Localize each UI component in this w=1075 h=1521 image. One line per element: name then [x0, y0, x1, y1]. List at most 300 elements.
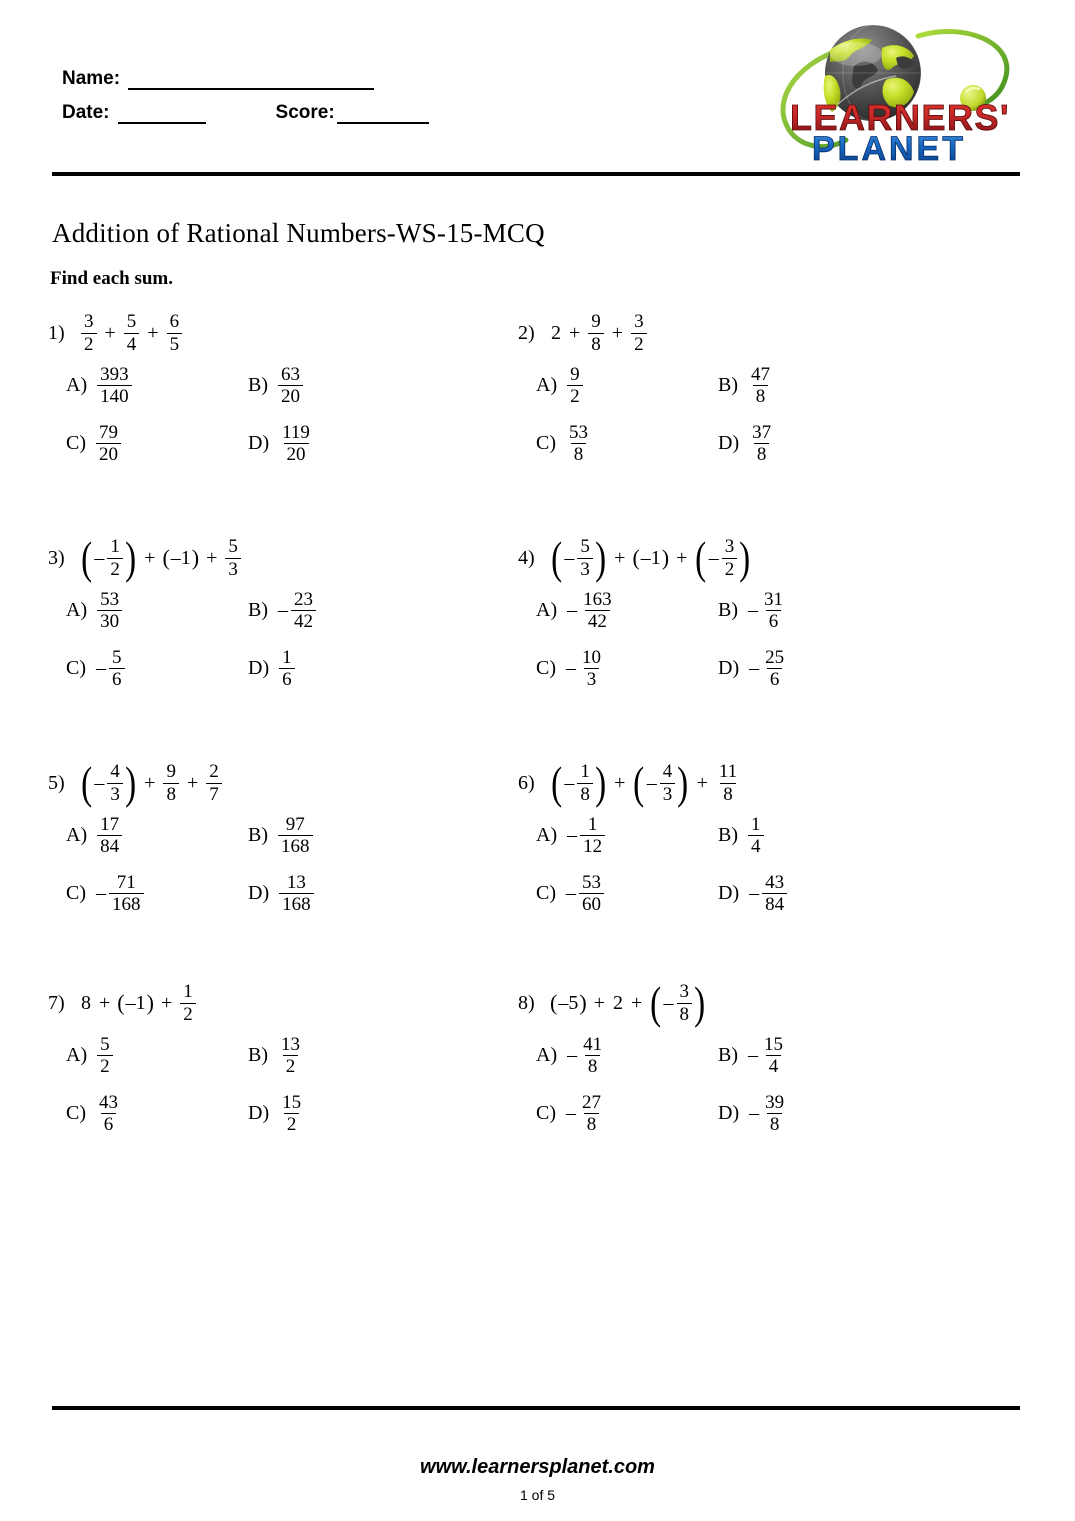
- fraction-numerator: 37: [752, 422, 772, 443]
- question-statement: [518, 530, 988, 586]
- logo-svg: [768, 18, 1036, 170]
- option-label: B): [718, 374, 738, 397]
- option-row: [518, 873, 988, 931]
- answer-option[interactable]: [718, 815, 765, 857]
- operator-plus: +: [614, 547, 626, 569]
- fraction-denominator: 8: [753, 385, 769, 406]
- term-fraction: [716, 762, 740, 804]
- option-fraction: [580, 1035, 605, 1077]
- fraction-numerator: 53: [582, 872, 601, 893]
- fraction-numerator: 1: [751, 814, 761, 835]
- page-title: Addition of Rational Numbers-WS-15-MCQ: [52, 218, 545, 248]
- operator-plus: +: [144, 547, 156, 569]
- fraction-denominator: 4: [748, 835, 764, 856]
- negative-sign: –: [567, 599, 578, 622]
- answer-option[interactable]: [718, 590, 787, 632]
- fraction-denominator: 42: [585, 610, 610, 631]
- question-expression: [80, 312, 183, 354]
- option-fraction: [749, 423, 774, 465]
- right-paren: ): [594, 532, 607, 584]
- fraction-denominator: 3: [660, 783, 676, 804]
- fraction-numerator: 71: [116, 872, 136, 893]
- option-label: A): [536, 824, 558, 847]
- term-integer: 8: [81, 992, 91, 1014]
- question-block: [518, 530, 988, 706]
- option-row: [48, 648, 518, 706]
- option-fraction: [761, 590, 786, 632]
- question-block: [518, 975, 988, 1151]
- fraction-numerator: 79: [99, 422, 118, 443]
- option-fraction: [278, 1035, 303, 1077]
- fraction-denominator: 6: [101, 1113, 117, 1134]
- fraction-denominator: 8: [163, 783, 179, 804]
- question-number: 6): [518, 772, 535, 794]
- option-label: B): [718, 824, 738, 847]
- question-expression: [80, 982, 197, 1024]
- operator-plus: +: [186, 772, 199, 794]
- option-fraction: [279, 423, 313, 465]
- fraction-denominator: 8: [677, 1003, 693, 1024]
- question-statement: [48, 975, 518, 1031]
- question-row: [0, 755, 1075, 975]
- option-label: A): [536, 599, 558, 622]
- fraction-denominator: 6: [109, 668, 125, 689]
- logo-learners-text: LEARNERS': [790, 97, 1011, 138]
- question-row: [0, 305, 1075, 530]
- fraction-denominator: 2: [81, 333, 97, 354]
- option-label: D): [718, 882, 740, 905]
- fraction-numerator: 2: [209, 761, 219, 783]
- option-fraction: [748, 365, 773, 407]
- fraction-denominator: 20: [284, 443, 309, 464]
- fraction-numerator: 27: [582, 1092, 601, 1113]
- logo-planet-text: PLANET: [812, 130, 966, 168]
- option-label: C): [66, 882, 86, 905]
- option-label: B): [248, 824, 268, 847]
- option-row: [518, 590, 988, 648]
- option-label: C): [66, 432, 86, 455]
- fraction-denominator: 12: [580, 835, 605, 856]
- option-fraction: [96, 423, 121, 465]
- negative-sign: –: [278, 599, 288, 622]
- fraction-numerator: 41: [583, 1034, 603, 1055]
- footer-divider: [52, 1406, 1020, 1410]
- fraction-numerator: 97: [285, 814, 305, 835]
- option-label: D): [718, 657, 740, 680]
- answer-options: [518, 815, 988, 931]
- option-label: D): [718, 1102, 740, 1125]
- question-row: [0, 975, 1075, 1175]
- answer-option[interactable]: [66, 873, 145, 915]
- page-header: [0, 0, 1075, 178]
- question-block: [518, 755, 988, 931]
- negative-sign: –: [566, 882, 576, 905]
- term-fraction: [107, 537, 123, 579]
- fraction-denominator: 2: [722, 558, 738, 579]
- name-row: [62, 56, 429, 90]
- fraction-denominator: 8: [588, 333, 604, 354]
- fraction-denominator: 6: [279, 668, 295, 689]
- option-fraction: [762, 1093, 787, 1135]
- answer-option[interactable]: [718, 648, 788, 690]
- question-block: [48, 305, 518, 481]
- option-fraction: [278, 815, 313, 857]
- fraction-numerator: 5: [100, 1034, 110, 1055]
- negative-sign: –: [749, 657, 760, 680]
- answer-option[interactable]: [536, 1035, 606, 1077]
- answer-options: [48, 815, 518, 931]
- score-input-line[interactable]: [337, 108, 429, 124]
- negative-sign: –: [96, 882, 106, 905]
- option-label: A): [66, 374, 88, 397]
- option-row: [48, 1035, 518, 1093]
- header-divider: [52, 172, 1020, 176]
- fraction-numerator: 3: [84, 311, 94, 333]
- question-row: [0, 530, 1075, 755]
- answer-options: [48, 1035, 518, 1151]
- right-paren: ): [146, 990, 154, 1015]
- answer-options: [48, 590, 518, 706]
- fraction-denominator: 7: [206, 783, 222, 804]
- question-expression: [550, 757, 741, 809]
- answer-option[interactable]: [66, 815, 123, 857]
- negative-sign: –: [708, 547, 719, 569]
- fraction-numerator: 9: [591, 311, 601, 333]
- fraction-numerator: 31: [764, 589, 783, 610]
- operator-plus: +: [593, 992, 605, 1014]
- question-statement: [48, 755, 518, 811]
- fraction-numerator: 1: [183, 981, 193, 1003]
- answer-option[interactable]: [248, 873, 315, 915]
- question-block: [48, 975, 518, 1151]
- option-fraction: [279, 1093, 304, 1135]
- right-paren: ): [191, 545, 200, 570]
- fraction-denominator: 3: [577, 558, 593, 579]
- option-fraction: [97, 365, 132, 407]
- left-paren: (: [650, 977, 662, 1029]
- left-paren: (: [81, 532, 93, 584]
- answer-option[interactable]: [66, 423, 122, 465]
- left-paren: (: [117, 990, 125, 1015]
- fraction-denominator: 8: [720, 783, 736, 804]
- fraction-numerator: 53: [569, 422, 588, 443]
- term-integer: 2: [612, 992, 623, 1014]
- answer-option[interactable]: [718, 873, 788, 915]
- term-integer: –1: [125, 992, 146, 1014]
- negative-sign: –: [567, 1044, 578, 1067]
- name-input-line[interactable]: [128, 74, 374, 90]
- fraction-numerator: 9: [570, 364, 580, 385]
- option-label: C): [66, 1102, 86, 1125]
- negative-sign: –: [748, 599, 758, 622]
- option-fraction: [566, 423, 591, 465]
- answer-options: [518, 1035, 988, 1151]
- fraction-numerator: 63: [281, 364, 300, 385]
- left-paren: (: [81, 757, 93, 809]
- option-row: [48, 590, 518, 648]
- fraction-numerator: 5: [126, 311, 137, 333]
- option-label: D): [248, 1102, 270, 1125]
- option-fraction: [762, 873, 787, 915]
- question-block: [48, 755, 518, 931]
- right-paren: ): [739, 532, 751, 584]
- question-block: [518, 305, 988, 481]
- footer-website-link[interactable]: www.learnersplanet.com: [420, 1456, 655, 1478]
- date-label: Date:: [62, 102, 110, 123]
- fraction-numerator: 1: [587, 814, 598, 835]
- fraction-numerator: 4: [110, 761, 120, 783]
- option-row: [48, 873, 518, 931]
- fraction-numerator: 13: [286, 872, 306, 893]
- answer-options: [48, 365, 518, 481]
- question-number: 4): [518, 547, 535, 569]
- operator-plus: +: [676, 547, 688, 569]
- question-statement: [518, 975, 988, 1031]
- answer-option[interactable]: [248, 1035, 304, 1077]
- fraction-numerator: 43: [765, 872, 785, 893]
- term-fraction: [660, 762, 676, 804]
- fraction-denominator: 20: [96, 443, 121, 464]
- option-fraction: [761, 1035, 786, 1077]
- right-paren: ): [661, 545, 670, 570]
- term-fraction: [107, 762, 123, 804]
- fraction-denominator: 60: [579, 893, 604, 914]
- right-paren: ): [124, 757, 137, 809]
- option-label: D): [718, 432, 740, 455]
- fraction-numerator: 39: [765, 1092, 785, 1113]
- option-row: [518, 1035, 988, 1093]
- fraction-numerator: 15: [764, 1034, 783, 1055]
- fraction-denominator: 4: [124, 333, 140, 354]
- option-label: A): [66, 599, 88, 622]
- question-number: 1): [48, 322, 65, 344]
- negative-sign: –: [564, 547, 575, 569]
- parenthesized-integer: [117, 992, 154, 1014]
- option-fraction: [579, 1093, 604, 1135]
- answer-option[interactable]: [536, 648, 605, 690]
- term-integer: –5: [558, 992, 579, 1014]
- option-label: D): [248, 657, 270, 680]
- negative-sign: –: [566, 657, 576, 680]
- answer-option[interactable]: [718, 365, 774, 407]
- answer-option[interactable]: [66, 590, 123, 632]
- fraction-numerator: 17: [100, 814, 120, 835]
- option-row: [48, 815, 518, 873]
- answer-option[interactable]: [66, 365, 133, 407]
- fraction-denominator: 4: [766, 1055, 782, 1076]
- term-integer: –1: [640, 547, 661, 569]
- option-row: [518, 815, 988, 873]
- operator-plus: +: [104, 322, 116, 344]
- negative-sign: –: [564, 772, 575, 794]
- question-expression: [550, 977, 706, 1029]
- answer-option[interactable]: [248, 648, 296, 690]
- option-fraction: [579, 648, 604, 690]
- fraction-denominator: 42: [291, 610, 316, 631]
- answer-option[interactable]: [718, 1035, 787, 1077]
- fraction-numerator: 1: [580, 761, 590, 783]
- answer-option[interactable]: [718, 1093, 788, 1135]
- left-paren: (: [632, 545, 640, 570]
- fraction-numerator: 47: [751, 364, 770, 385]
- negative-sign: –: [646, 772, 657, 794]
- operator-plus: +: [614, 772, 626, 794]
- fraction-numerator: 119: [282, 422, 310, 443]
- date-input-line[interactable]: [118, 108, 206, 124]
- fraction-numerator: 4: [662, 761, 673, 783]
- option-fraction: [279, 648, 295, 690]
- negative-sign: –: [749, 882, 760, 905]
- option-fraction: [579, 873, 604, 915]
- fraction-numerator: 5: [112, 647, 122, 668]
- right-paren: ): [124, 532, 137, 584]
- fraction-denominator: 8: [754, 443, 770, 464]
- left-paren: (: [162, 545, 170, 570]
- answer-option[interactable]: [536, 1093, 605, 1135]
- answer-option[interactable]: [536, 423, 592, 465]
- option-label: B): [248, 1044, 268, 1067]
- answer-option[interactable]: [248, 590, 317, 632]
- question-number: 2): [518, 322, 535, 344]
- fraction-denominator: 2: [180, 1003, 196, 1024]
- answer-option[interactable]: [536, 365, 584, 407]
- negative-sign: –: [94, 547, 105, 569]
- negative-sign: –: [748, 1044, 758, 1067]
- name-label: Name:: [62, 68, 121, 89]
- operator-plus: +: [160, 992, 173, 1014]
- answer-option[interactable]: [536, 873, 605, 915]
- option-fraction: [748, 815, 764, 857]
- option-label: B): [248, 599, 268, 622]
- term-fraction: [225, 537, 241, 579]
- parenthesized-fraction: [694, 532, 751, 584]
- footer-page-number: 1 of 5: [519, 1487, 556, 1503]
- fraction-denominator: 84: [97, 835, 122, 856]
- left-paren: (: [633, 757, 645, 809]
- fraction-numerator: 5: [228, 536, 238, 558]
- fraction-numerator: 393: [100, 364, 129, 385]
- negative-sign: –: [94, 772, 105, 794]
- left-paren: (: [551, 532, 563, 584]
- option-fraction: [580, 815, 605, 857]
- term-fraction: [180, 982, 196, 1024]
- parenthesized-fraction: [80, 757, 137, 809]
- question-statement: [518, 755, 988, 811]
- right-paren: ): [677, 757, 689, 809]
- answer-option[interactable]: [248, 1093, 305, 1135]
- option-row: [518, 365, 988, 423]
- option-label: B): [718, 599, 738, 622]
- answer-option[interactable]: [66, 648, 126, 690]
- option-fraction: [279, 873, 314, 915]
- question-statement: [48, 530, 518, 586]
- parenthesized-integer: [550, 992, 587, 1014]
- fraction-numerator: 11: [718, 761, 738, 783]
- negative-sign: –: [749, 1102, 760, 1125]
- fraction-denominator: 168: [279, 893, 314, 914]
- fraction-denominator: 168: [109, 893, 144, 914]
- answer-option[interactable]: [66, 1093, 122, 1135]
- term-fraction: [163, 762, 179, 804]
- fraction-numerator: 13: [281, 1034, 300, 1055]
- term-fraction: [206, 762, 222, 804]
- parenthesized-integer: [632, 547, 669, 569]
- fraction-denominator: 8: [584, 1113, 600, 1134]
- fraction-denominator: 2: [107, 558, 123, 579]
- fraction-numerator: 163: [583, 589, 612, 610]
- answer-option[interactable]: [718, 423, 775, 465]
- option-label: B): [248, 374, 268, 397]
- fraction-numerator: 1: [282, 647, 292, 668]
- question-number: 7): [48, 992, 65, 1014]
- operator-plus: +: [147, 322, 159, 344]
- score-label: Score:: [275, 102, 335, 123]
- fraction-denominator: 8: [577, 783, 593, 804]
- answer-option[interactable]: [248, 365, 304, 407]
- fraction-denominator: 6: [767, 668, 783, 689]
- answer-option[interactable]: [536, 815, 606, 857]
- option-fraction: [97, 815, 122, 857]
- question-number: 8): [518, 992, 535, 1014]
- answer-option[interactable]: [536, 590, 616, 632]
- fraction-numerator: 6: [169, 311, 180, 333]
- option-fraction: [567, 365, 583, 407]
- fraction-denominator: 30: [97, 610, 122, 631]
- option-row: [518, 648, 988, 706]
- fraction-numerator: 3: [724, 536, 735, 558]
- answer-option[interactable]: [66, 1035, 114, 1077]
- right-paren: ): [579, 990, 587, 1015]
- negative-sign: –: [567, 824, 578, 847]
- student-info-block: [62, 56, 429, 124]
- fraction-numerator: 10: [582, 647, 601, 668]
- option-label: D): [248, 432, 270, 455]
- question-expression: [550, 532, 752, 584]
- fraction-denominator: 2: [567, 385, 583, 406]
- parenthesized-fraction: [550, 757, 607, 809]
- parenthesized-fraction: [550, 532, 607, 584]
- fraction-denominator: 8: [585, 1055, 601, 1076]
- term-fraction: [677, 982, 693, 1024]
- fraction-numerator: 9: [166, 761, 176, 783]
- fraction-numerator: 3: [679, 981, 690, 1003]
- option-row: [48, 365, 518, 423]
- option-fraction: [278, 365, 303, 407]
- fraction-numerator: 3: [634, 311, 644, 333]
- option-row: [48, 1093, 518, 1151]
- answer-option[interactable]: [248, 423, 314, 465]
- term-fraction: [167, 312, 183, 354]
- option-label: C): [66, 657, 86, 680]
- fraction-denominator: 2: [631, 333, 647, 354]
- fraction-denominator: 20: [278, 385, 303, 406]
- option-label: D): [248, 882, 270, 905]
- option-label: A): [66, 1044, 88, 1067]
- answer-option[interactable]: [248, 815, 314, 857]
- option-fraction: [109, 873, 144, 915]
- option-fraction: [762, 648, 787, 690]
- operator-plus: +: [144, 772, 156, 794]
- fraction-denominator: 2: [97, 1055, 113, 1076]
- left-paren: (: [695, 532, 707, 584]
- parenthesized-fraction: [80, 532, 137, 584]
- question-expression: [80, 757, 223, 809]
- fraction-denominator: 84: [762, 893, 787, 914]
- left-paren: (: [551, 757, 563, 809]
- fraction-numerator: 15: [282, 1092, 302, 1113]
- fraction-denominator: 6: [766, 610, 782, 631]
- negative-sign: –: [566, 1102, 576, 1125]
